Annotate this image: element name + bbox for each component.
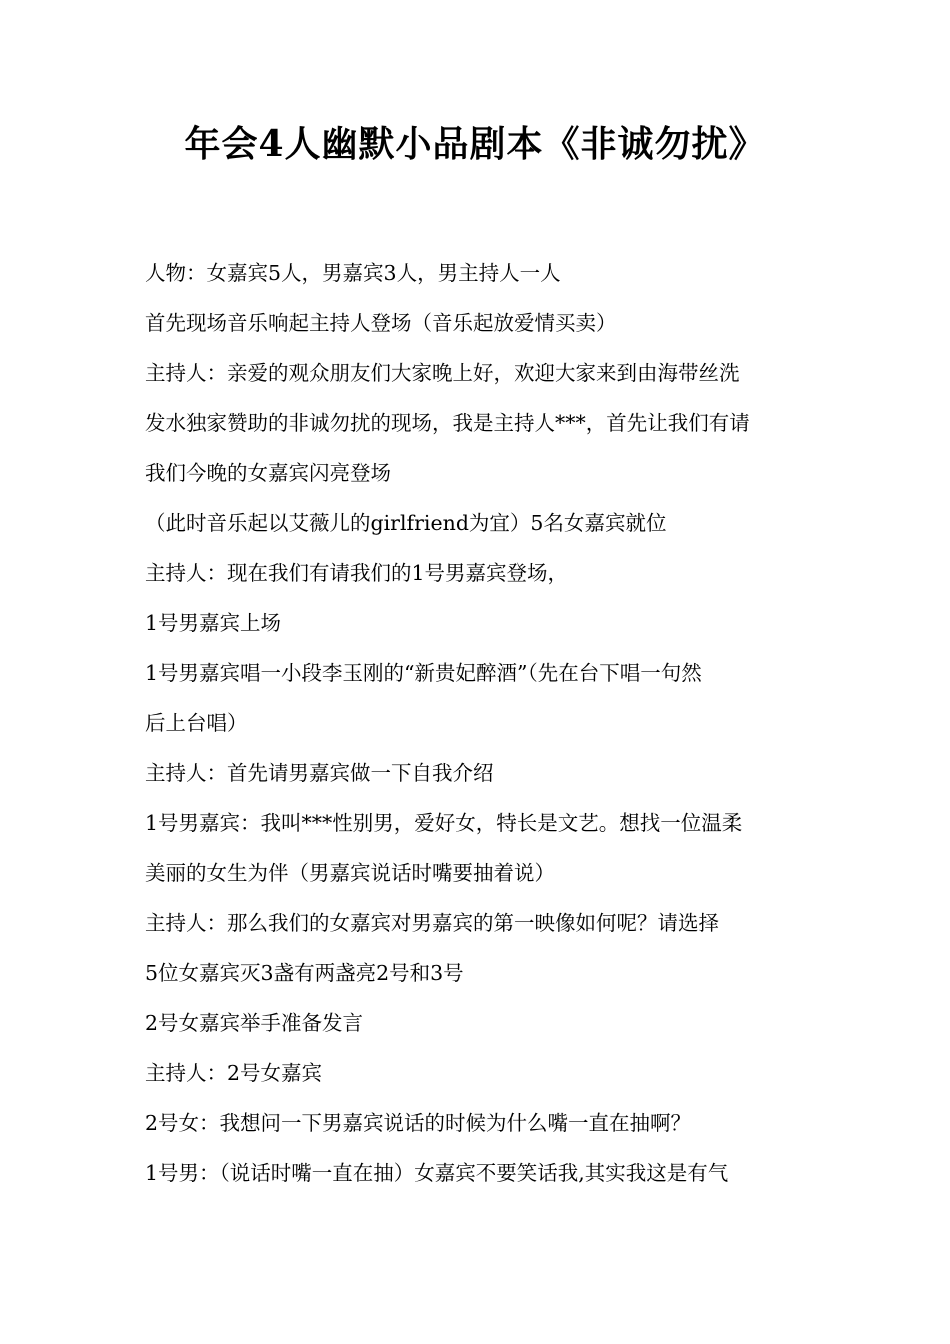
script-line: （此时音乐起以艾薇儿的girlfriend为宜）5名女嘉宾就位 (145, 511, 667, 535)
script-body (145, 248, 810, 1198)
script-line: 我们今晚的女嘉宾闪亮登场 (145, 461, 391, 485)
script-line: 1号男：（说话时嘴一直在抽）女嘉宾不要笑话我,其实我这是有气 (145, 1161, 729, 1185)
script-line: 2号女：我想问一下男嘉宾说话的时候为什么嘴一直在抽啊？ (145, 1111, 692, 1135)
script-line: 1号男嘉宾：我叫***性别男，爱好女，特长是文艺。想找一位温柔 (145, 811, 743, 835)
script-line: 主持人：2号女嘉宾 (145, 1061, 323, 1085)
document-title: 年会4人幽默小品剧本《非诚勿扰》 (184, 123, 766, 165)
script-line: 1号男嘉宾唱一小段李玉刚的“新贵妃醉酒”（先在台下唱一句然 (145, 661, 702, 685)
script-line: 2号女嘉宾举手准备发言 (145, 1011, 364, 1035)
script-line: 人物：女嘉宾5人，男嘉宾3人，男主持人一人 (145, 261, 561, 285)
script-line: 主持人：首先请男嘉宾做一下自我介绍 (145, 761, 494, 785)
script-line: 美丽的女生为伴（男嘉宾说话时嘴要抽着说） (145, 861, 555, 885)
script-line: 1号男嘉宾上场 (145, 611, 282, 635)
script-line: 5位女嘉宾灭3盏有两盏亮2号和3号 (145, 961, 464, 985)
script-line: 主持人：现在我们有请我们的1号男嘉宾登场， (145, 561, 569, 585)
script-line: 首先现场音乐响起主持人登场（音乐起放爱情买卖） (145, 311, 617, 335)
script-line: 主持人：亲爱的观众朋友们大家晚上好，欢迎大家来到由海带丝洗 (145, 361, 740, 385)
script-line: 主持人：那么我们的女嘉宾对男嘉宾的第一映像如何呢？请选择 (145, 911, 719, 935)
script-line: 后上台唱） (145, 711, 248, 735)
script-line: 发水独家赞助的非诚勿扰的现场，我是主持人***，首先让我们有请 (145, 411, 750, 435)
